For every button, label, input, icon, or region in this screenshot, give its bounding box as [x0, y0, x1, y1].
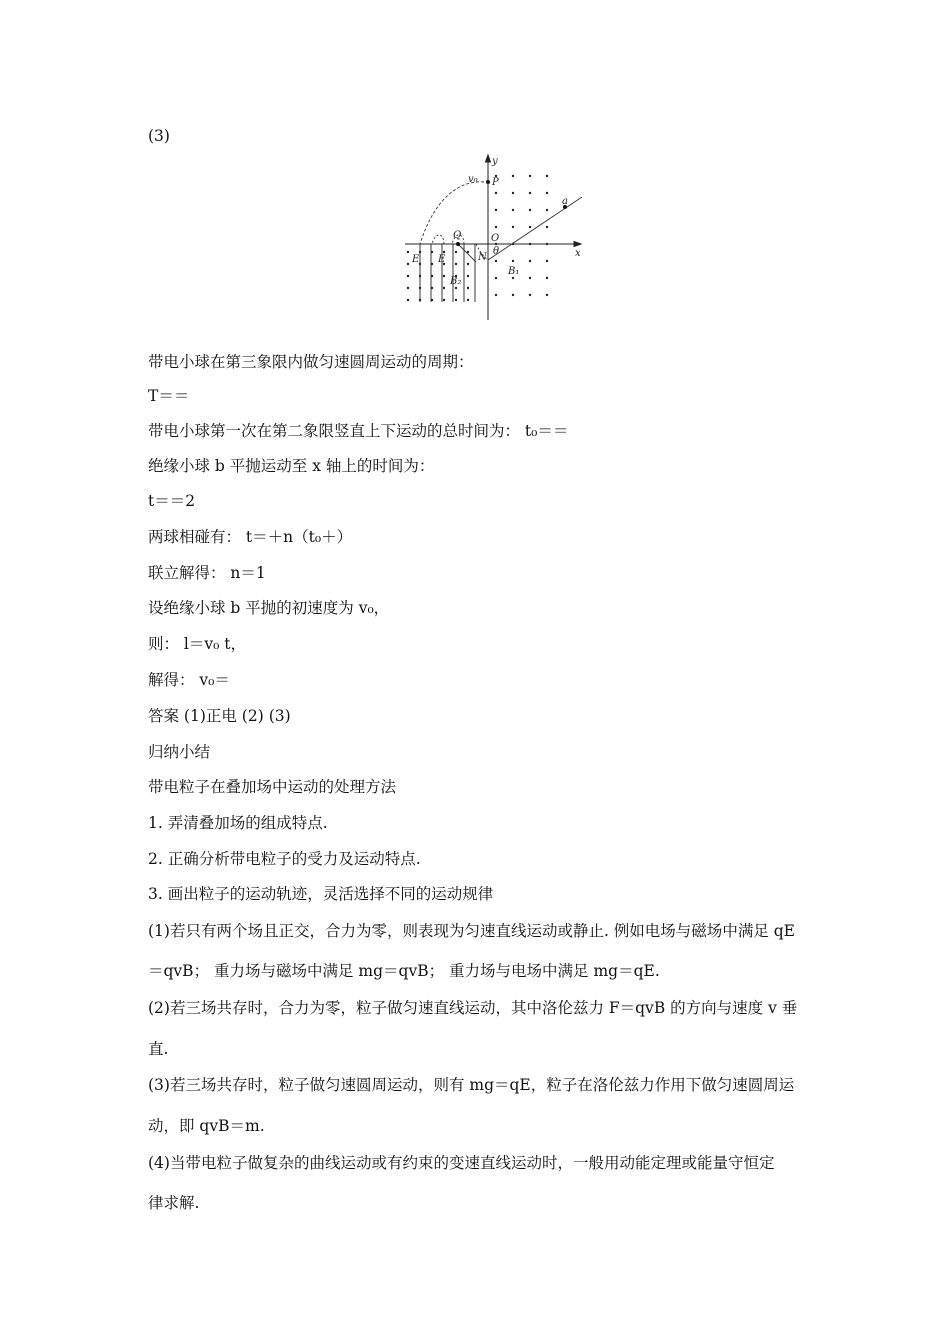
point-n-label: N [478, 252, 487, 263]
field-dot [529, 260, 531, 262]
field-dot [407, 299, 409, 301]
field-dot [455, 287, 457, 289]
field-dot [529, 175, 531, 177]
text-line: 两球相碰有： t＝＋n（t₀＋） [148, 528, 353, 546]
x-axis-label: x [575, 248, 581, 259]
field-b2-label: B₂ [450, 276, 462, 287]
list-item: 1. 弄清叠加场的组成特点. [148, 814, 328, 832]
field-dot [529, 226, 531, 228]
list-item: 3. 画出粒子的运动轨迹，灵活选择不同的运动规律 [148, 885, 494, 903]
field-dot [443, 275, 445, 277]
paragraph-4-line-1: (4)当带电粒子做复杂的曲线运动或有约束的变速直线运动时，一般用动能定理或能量守恒定 [148, 1154, 775, 1172]
field-dot [443, 251, 445, 253]
field-dot [529, 277, 531, 279]
field-dot [467, 299, 469, 301]
paragraph-2-line-1: (2)若三场共存时，合力为零，粒子做匀速直线运动，其中洛伦兹力 F＝qvB 的方向与速度 v 垂 [148, 999, 798, 1017]
field-dot [546, 192, 548, 194]
field-dot [529, 209, 531, 211]
field-dot [443, 299, 445, 301]
field-dot [546, 209, 548, 211]
field-dot [407, 287, 409, 289]
field-dot [407, 263, 409, 265]
field-dot [495, 226, 497, 228]
y-axis-label: y [492, 156, 498, 167]
paragraph-1-line-2: ＝qvB； 重力场与磁场中满足 mg＝qvB； 重力场与电场中满足 mg＝qE. [148, 962, 660, 980]
v0-label: v₀ [468, 174, 478, 185]
field-dot [467, 275, 469, 277]
field-dot [495, 260, 497, 262]
origin-label: O [491, 233, 500, 244]
field-dot [495, 277, 497, 279]
theta-label: θ [493, 246, 500, 257]
field-dot [546, 294, 548, 296]
field-dot [546, 277, 548, 279]
field-e1-label: E [412, 254, 420, 265]
list-item: 2. 正确分析带电粒子的受力及运动特点. [148, 850, 421, 868]
text-line: 设绝缘小球 b 平抛的初速度为 v₀， [148, 599, 390, 617]
point-a-label: a [562, 196, 568, 207]
field-dot [546, 260, 548, 262]
points [456, 180, 567, 246]
field-dot [512, 294, 514, 296]
text-line: 则： l＝v₀ t， [148, 635, 247, 653]
field-dot [455, 251, 457, 253]
field-dot [512, 277, 514, 279]
point-p-label: P [492, 177, 499, 188]
field-dot [455, 263, 457, 265]
text-line: T＝＝ [148, 387, 190, 405]
part-label: (3) [148, 127, 170, 145]
field-e2-label: E [438, 254, 446, 265]
field-dot [512, 226, 514, 228]
field-dot [512, 260, 514, 262]
field-dot [495, 209, 497, 211]
field-dot [495, 294, 497, 296]
answer-line: 答案 (1)正电 (2) (3) [148, 707, 291, 725]
paragraph-1-line-1: (1)若只有两个场且正交，合力为零，则表现为匀速直线运动或静止. 例如电场与磁场中满足 qE [148, 922, 795, 940]
field-dot [529, 294, 531, 296]
paragraph-3-line-2: 动，即 qvB＝m. [148, 1117, 265, 1135]
field-dot [512, 209, 514, 211]
section-subheading: 带电粒子在叠加场中运动的处理方法 [148, 778, 397, 796]
physics-figure [400, 152, 590, 322]
paragraph-2-line-2: 直. [148, 1040, 169, 1058]
field-dot [495, 192, 497, 194]
field-b1-label: B₁ [508, 266, 520, 277]
trajectory [420, 182, 582, 262]
field-dot [407, 251, 409, 253]
field-dot [407, 275, 409, 277]
field-dot [512, 175, 514, 177]
point-q-label: Q [453, 230, 462, 241]
field-dot [467, 287, 469, 289]
field-dot [467, 263, 469, 265]
dot-field-b1 [495, 175, 548, 296]
field-dot [546, 226, 548, 228]
paragraph-4-line-2: 律求解. [148, 1194, 200, 1212]
text-line: 绝缘小球 b 平抛运动至 x 轴上的时间为： [148, 457, 435, 475]
section-heading: 归纳小结 [148, 743, 211, 761]
field-dot [455, 299, 457, 301]
text-line: 联立解得： n＝1 [148, 564, 266, 582]
field-dot [512, 192, 514, 194]
paragraph-3-line-1: (3)若三场共存时，粒子做匀速圆周运动，则有 mg＝qE，粒子在洛伦兹力作用下做匀速圆周运 [148, 1076, 795, 1094]
text-line: 解得： v₀＝ [148, 671, 230, 689]
field-dot [546, 175, 548, 177]
field-dot [529, 192, 531, 194]
field-dot [443, 287, 445, 289]
text-line: t＝＝2 [148, 492, 196, 510]
text-line: 带电小球第一次在第二象限竖直上下运动的总时间为： t₀＝＝ [148, 422, 569, 440]
text-line: 带电小球在第三象限内做匀速圆周运动的周期： [148, 353, 474, 371]
